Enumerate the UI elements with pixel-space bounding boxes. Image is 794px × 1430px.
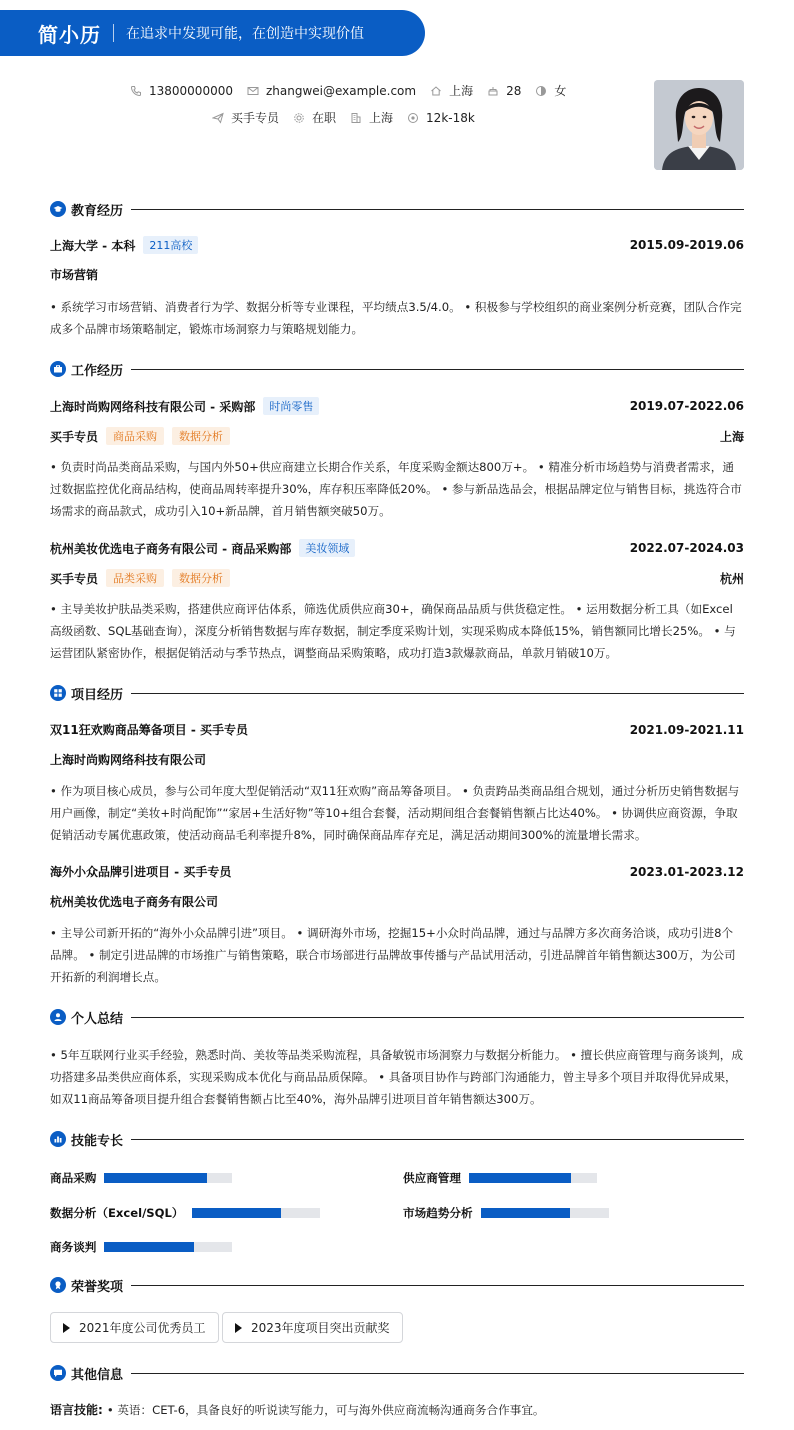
section-title-project: 项目经历	[71, 687, 124, 703]
education-date: 2015.09-2019.06	[629, 238, 744, 252]
other-text: • 英语：CET-6，具备良好的听说读写能力，可与海外供应商流畅沟通商务合作事宜。	[106, 1402, 545, 1417]
award-item	[50, 1312, 219, 1343]
job-status	[293, 109, 336, 126]
section-divider	[131, 693, 744, 694]
avatar	[654, 80, 744, 170]
target-city-value: 上海	[369, 111, 394, 125]
skill-name: 供应商管理	[403, 1171, 461, 1185]
job-target	[212, 109, 279, 126]
phone-value: 13800000000	[149, 83, 233, 98]
contact-row-intent	[212, 109, 489, 126]
building-icon	[350, 112, 362, 124]
work-row-role	[50, 569, 744, 587]
work-row-company	[50, 539, 744, 557]
award-item	[222, 1312, 403, 1343]
other-label: 语言技能:	[50, 1403, 103, 1417]
work-row-role	[50, 427, 744, 445]
project-row-name	[50, 863, 744, 880]
section-work	[50, 359, 744, 379]
skill-bar-fill	[481, 1208, 571, 1218]
cake-icon	[487, 85, 499, 97]
project-desc: • 作为项目核心成员，参与公司年度大型促销活动“双11狂欢购”商品筹备项目。 • 负责跨品类商品组合规划，通过分析历史销售数据与用户画像，制定“美妆+时尚配饰”“家居+生活好物”等10+组合套餐，活动期间组合套餐销售额占比达40%。 • 协调供应商资源，争取促销活动专属优惠政策，使活动商品毛利率提升8%，同时确保商品库存充足，满足活动期间300%的流量增长需求。	[50, 784, 740, 842]
grid-icon	[50, 685, 66, 701]
work-industry-tag: 美妆领域	[299, 539, 355, 557]
project-name: 双11狂欢购商品筹备项目 - 买手专员	[50, 723, 249, 737]
section-divider	[131, 1139, 744, 1140]
contact-gender	[535, 82, 566, 99]
skill-bar	[481, 1208, 609, 1218]
skill-bar	[104, 1173, 232, 1183]
briefcase-icon	[50, 361, 66, 377]
other-row	[50, 1401, 744, 1418]
section-divider	[131, 1285, 744, 1286]
section-title-skills: 技能专长	[71, 1133, 124, 1149]
home-icon	[430, 85, 442, 97]
graduation-cap-icon	[50, 201, 66, 217]
resume-slogan: 在追求中发现可能，在创造中实现价值	[126, 26, 364, 42]
skill-bar-fill	[104, 1242, 194, 1252]
work-role: 买手专员	[50, 571, 99, 586]
skill-bar-fill	[192, 1208, 282, 1218]
work-skill-tag: 数据分析	[172, 569, 230, 587]
skill-bar	[104, 1242, 232, 1252]
phone-icon	[130, 85, 142, 97]
skill-name: 市场趋势分析	[403, 1206, 473, 1220]
section-divider	[131, 369, 744, 370]
project-row-company	[50, 751, 744, 768]
work-skill-tag: 数据分析	[172, 427, 230, 445]
skill-item	[50, 1170, 232, 1186]
skill-bar	[192, 1208, 320, 1218]
gear-icon	[293, 112, 305, 124]
work-skill-tag: 商品采购	[106, 427, 164, 445]
project-row-name	[50, 721, 744, 738]
resume-name: 简小历	[38, 22, 101, 47]
section-education	[50, 199, 744, 219]
work-date: 2022.07-2024.03	[629, 541, 744, 555]
email-icon	[247, 85, 259, 97]
job-target-value: 买手专员	[231, 111, 280, 125]
section-summary	[50, 1007, 744, 1027]
award-text: 2021年度公司优秀员工	[79, 1321, 206, 1335]
section-title-awards: 荣誉奖项	[71, 1279, 124, 1295]
section-title-other: 其他信息	[71, 1367, 124, 1383]
section-other	[50, 1363, 744, 1383]
send-icon	[212, 112, 224, 124]
gender-value: 女	[554, 84, 567, 98]
age-value: 28	[506, 83, 522, 98]
work-skill-tag: 品类采购	[106, 569, 164, 587]
contact-email	[247, 84, 416, 98]
project-desc: • 主导公司新开拓的“海外小众品牌引进”项目。 • 调研海外市场，挖掘15+小众时尚品牌，通过与品牌方多次商务洽谈，成功引进8个品牌。 • 制定引进品牌的市场推广与销售策略，联合市场部进行品牌故事传播与产品试用活动，引进品牌首年销售额达300万，为公司开拓新的利润增长点。	[50, 926, 736, 984]
gender-icon	[535, 85, 547, 97]
project-date: 2021.09-2021.11	[629, 722, 744, 737]
salary-value: 12k-18k	[426, 110, 475, 125]
section-divider	[131, 1373, 744, 1374]
project-company: 杭州美妆优选电子商务有限公司	[50, 895, 219, 909]
section-title-education: 教育经历	[71, 203, 124, 219]
summary-text: • 5年互联网行业买手经验，熟悉时尚、美妆等品类采购流程，具备敏锐市场洞察力与数据分析能力。 • 擅长供应商管理与商务谈判，成功搭建多品类供应商体系，实现采购成本优化与商品品质保障。 • 具备项目协作与跨部门沟通能力，曾主导多个项目并取得优异成果，如双11商品筹备项目提升组合套餐销售额占比至40%，海外品牌引进项目首年销售额达300万。	[50, 1048, 743, 1106]
skill-bar-fill	[104, 1173, 206, 1183]
work-desc: • 主导美妆护肤品类采购，搭建供应商评估体系，筛选优质供应商30+，确保商品品质与供货稳定性。 • 运用数据分析工具（如Excel高级函数、SQL基础查询），深度分析销售数据与库存数据，制定季度采购计划，实现采购成本降低15%，销售额同比增长25%。 • 与运营团队紧密协作，根据促销活动与季节热点，调整商品采购策略，成功打造3款爆款商品，单款月销破10万。	[50, 602, 736, 660]
job-status-value: 在职	[312, 111, 337, 125]
bar-chart-icon	[50, 1131, 66, 1147]
skill-bar-fill	[469, 1173, 571, 1183]
info-icon	[50, 1365, 66, 1381]
contact-phone	[130, 84, 233, 98]
section-divider	[131, 209, 744, 210]
skill-name: 商品采购	[50, 1171, 97, 1185]
project-row-company	[50, 893, 744, 910]
project-date: 2023.01-2023.12	[629, 864, 744, 879]
medal-icon	[50, 1277, 66, 1293]
profile-photo	[654, 80, 744, 170]
skill-bar	[469, 1173, 597, 1183]
education-desc: • 系统学习市场营销、消费者行为学、数据分析等专业课程，平均绩点3.5/4.0。 • 积极参与学校组织的商业案例分析竞赛，团队合作完成多个品牌市场策略制定，锻炼市场洞察力与策略规划能力。	[50, 300, 742, 336]
play-triangle-icon	[63, 1323, 70, 1333]
project-name: 海外小众品牌引进项目 - 买手专员	[50, 865, 232, 879]
section-title-summary: 个人总结	[71, 1011, 124, 1027]
skill-item	[50, 1205, 320, 1221]
salary	[407, 111, 475, 125]
section-divider	[131, 1017, 744, 1018]
skill-item	[403, 1205, 609, 1221]
section-skills	[50, 1129, 744, 1149]
work-desc: • 负责时尚品类商品采购，与国内外50+供应商建立长期合作关系，年度采购金额达800万+。 • 精准分析市场趋势与消费者需求，通过数据监控优化商品结构，使商品周转率提升30%，库存积压率降低20%。 • 参与新品选品会，根据品牌定位与销售目标，挑选符合市场需求的商品款式，成功引入10+新品牌，首月销售额突破50万。	[50, 460, 742, 518]
user-icon	[50, 1009, 66, 1025]
email-value: zhangwei@example.com	[265, 83, 417, 98]
work-date: 2019.07-2022.06	[629, 399, 744, 413]
skill-item	[50, 1239, 232, 1255]
skill-name: 商务谈判	[50, 1240, 97, 1254]
city-value: 上海	[449, 84, 474, 98]
work-row-company	[50, 397, 744, 415]
coin-icon	[407, 112, 419, 124]
award-text: 2023年度项目突出贡献奖	[251, 1321, 390, 1335]
skill-item	[403, 1170, 597, 1186]
work-city: 上海	[719, 429, 744, 444]
header-bar	[0, 10, 425, 56]
work-role: 买手专员	[50, 429, 99, 444]
work-city: 杭州	[719, 571, 744, 586]
work-industry-tag: 时尚零售	[263, 397, 319, 415]
education-school: 上海大学 - 本科	[50, 238, 136, 253]
contact-age	[487, 84, 521, 98]
contact-row-basic	[130, 82, 580, 99]
header-divider	[113, 24, 114, 42]
education-major-row	[50, 266, 744, 283]
skill-name: 数据分析（Excel/SQL）	[50, 1206, 184, 1220]
project-company: 上海时尚购网络科技有限公司	[50, 753, 207, 767]
target-city	[350, 109, 393, 126]
education-major: 市场营销	[50, 268, 99, 282]
work-company: 杭州美妆优选电子商务有限公司 - 商品采购部	[50, 541, 292, 556]
section-awards	[50, 1275, 744, 1295]
education-row	[50, 236, 744, 254]
work-company: 上海时尚购网络科技有限公司 - 采购部	[50, 399, 256, 414]
education-tag: 211高校	[143, 236, 198, 254]
section-title-work: 工作经历	[71, 363, 124, 379]
contact-city	[430, 82, 473, 99]
section-project	[50, 683, 744, 703]
play-triangle-icon	[235, 1323, 242, 1333]
